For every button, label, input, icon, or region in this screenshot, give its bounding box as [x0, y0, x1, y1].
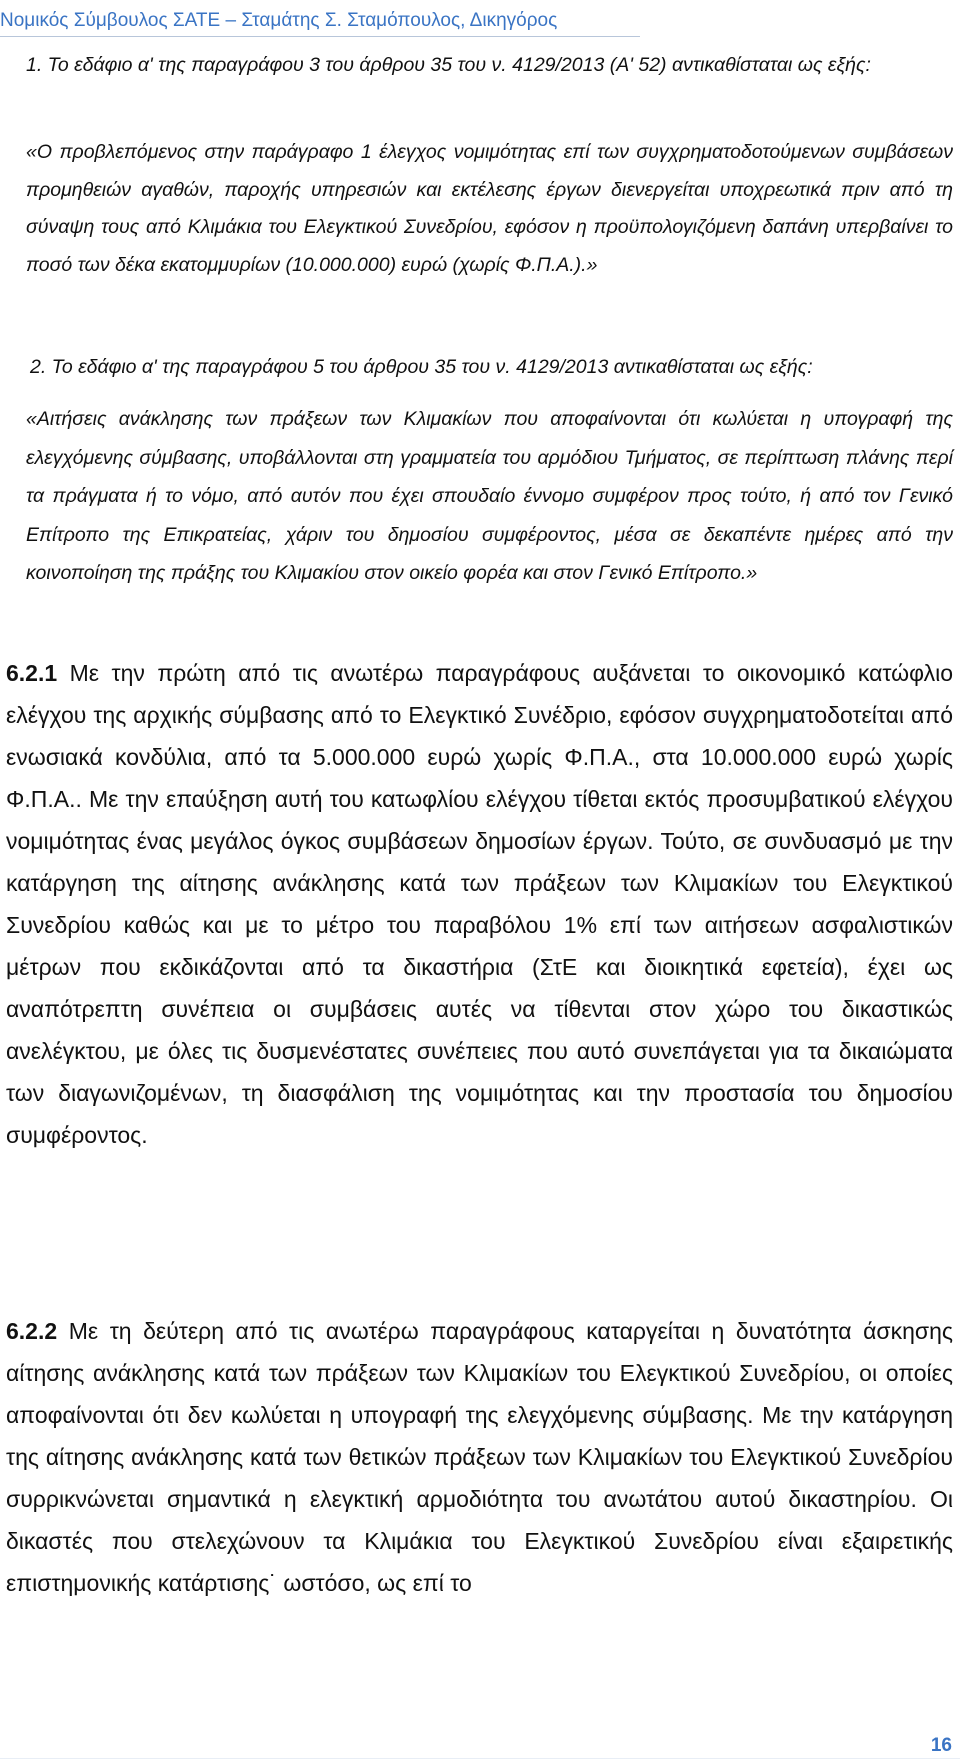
running-header — [0, 6, 640, 37]
quoted-amendment-1-text: «Ο προβλεπόμενος στην παράγραφο 1 έλεγχος νομιμότητας επί των συγχρηματοδοτούμενων συμβάσεων προμηθειών αγαθών, παροχής υπηρεσιών και εκτέλεσης έργων διενεργείται υποχρεωτικά πριν από τη σύναψη τους από Κλιμάκια του Ελεγκτικού Συνεδρίου, εφόσον η προϋπολογιζόμενη δαπάνη υπερβαίνει το ποσό των δέκα εκατομμυρίων (10.000.000) ευρώ (χωρίς Φ.Π.Α.).» — [26, 141, 953, 276]
section-6-2-1 — [6, 652, 953, 1156]
quoted-amendment-1-heading: 1. Το εδάφιο α' της παραγράφου 3 του άρθρου 35 του ν. 4129/2013 (Α' 52) αντικαθίσταται ως εξής: — [26, 54, 871, 76]
footer-divider — [0, 1758, 960, 1759]
section-6-2-2 — [6, 1310, 953, 1604]
section-number: 6.2.2 — [6, 1318, 58, 1344]
section-number: 6.2.1 — [6, 660, 58, 686]
header-title: Νομικός Σύμβουλος ΣΑΤΕ – Σταμάτης Σ. Σταμόπουλος, Δικηγόρος — [0, 10, 558, 31]
quoted-amendment-2-heading: 2. Το εδάφιο α' της παραγράφου 5 του άρθρου 35 του ν. 4129/2013 αντικαθίσταται ως εξής: — [30, 356, 813, 378]
quoted-amendment-2-text: «Αιτήσεις ανάκλησης των πράξεων των Κλιμακίων που αποφαίνονται ότι κωλύεται η υπογραφή της ελεγχόμενης σύμβασης, υποβάλλονται στη γραμματεία του αρμόδιου Τμήματος, σε περίπτωση πλάνης περί τα πράγματα ή το νόμο, από αυτόν που έχει σπουδαίο έννομο συμφέρον προς τούτο, ή από τον Γενικό Επίτροπο της Επικρατείας, χάριν του δημοσίου συμφέροντος, μέσα σε δεκαπέντε ημέρες από την κοινοποίηση της πράξης του Κλιμακίου στον οικείο φορέα και στον Γενικό Επίτροπο.» — [26, 408, 953, 584]
page-number: 16 — [930, 1735, 952, 1756]
section-text: Με την πρώτη από τις ανωτέρω παραγράφους αυξάνεται το οικονομικό κατώφλιο ελέγχου της αρχικής σύμβασης από το Ελεγκτικό Συνέδριο, εφόσον συγχρηματοδοτείται από ενωσιακά κονδύλια, από τα 5.000.000 ευρώ χωρίς Φ.Π.Α., στα 10.000.000 ευρώ χωρίς Φ.Π.Α.. Με την επαύξηση αυτή του κατωφλίου ελέγχου τίθεται εκτός προσυμβατικού ελέγχου νομιμότητας ένας μεγάλος όγκος συμβάσεων δημοσίων έργων. Τούτο, σε συνδυασμό με την κατάργηση της αίτησης ανάκλησης κατά των πράξεων των Κλιμακίων του Ελεγκτικού Συνεδρίου καθώς και με το μέτρο του παραβόλου 1% επί των αιτήσεων ασφαλιστικών μέτρων που εκδικάζονται από τα δικαστήρια (ΣτΕ και διοικητικά εφετεία), έχει ως αναπότρεπτη συνέπεια οι συμβάσεις αυτές να τίθενται στον χώρο του δικαστικώς ανελέγκτου, με όλες τις δυσμενέστατες συνέπειες που αυτό συνεπάγεται για τα δικαιώματα των διαγωνιζομένων, τη διασφάλιση της νομιμότητας και την προστασία του δημοσίου συμφέροντος. — [6, 660, 953, 1148]
section-text: Με τη δεύτερη από τις ανωτέρω παραγράφους καταργείται η δυνατότητα άσκησης αίτησης ανάκλησης κατά των πράξεων των Κλιμακίων του Ελεγκτικού Συνεδρίου, οι οποίες αποφαίνονται ότι δεν κωλύεται η υπογραφή της ελεγχόμενης σύμβασης. Με την κατάργηση της αίτησης ανάκλησης κατά των θετικών πράξεων των Κλιμακίων του Ελεγκτικού Συνεδρίου συρρικνώνεται σημαντικά η ελεγκτική αρμοδιότητα του ανωτάτου αυτού δικαστηρίου. Οι δικαστές που στελεχώνουν τα Κλιμάκια του Ελεγκτικού Συνεδρίου είναι εξαιρετικής επιστημονικής κατάρτισης˙ ωστόσο, ως επί το — [6, 1318, 953, 1596]
